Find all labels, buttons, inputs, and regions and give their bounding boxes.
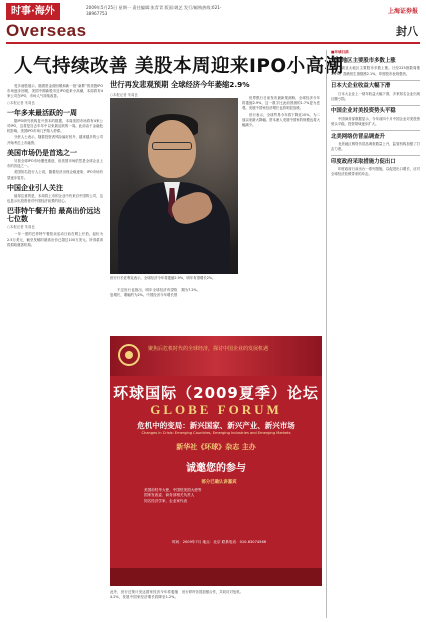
news-brief-headline: 日本大企业收益大幅下滑 [331, 83, 391, 90]
forum-advertisement [110, 336, 322, 586]
paragraph: 北美地区网络仿冒品调查数量上升，监管机构加强了打击力度。 [331, 141, 420, 151]
paragraph: 印度政府日前出台一系列措施，以促进出口增长，应对全球经济放缓带来的冲击。 [331, 166, 420, 177]
paragraph: 中国商务部数据显示，今年前四个月中国企业对美投资势头平稳，投资领域逐步扩大。 [331, 116, 420, 126]
paragraph: 美国知名投行人士说，随着经济出现企稳迹象，IPO市场有望逐步复苏。 [7, 170, 103, 180]
date-line: 2009年5月25日 星期一 责任编辑:张青青 版面:姚艺 发行/邮购热线:021-38967753 [86, 5, 222, 16]
ad-title: 环球国际（2009夏季）论坛 [113, 384, 319, 402]
paragraph: 分析人士表示，随着投资者风险偏好回升，越来越多的公司开始考虑上市融资。 [7, 135, 103, 145]
byline: ○本报记者 朱周良 [110, 93, 138, 97]
column-label: ■环球扫描 [331, 50, 349, 54]
photo-caption: 世行行长佐利克表示，全球经济今年将萎缩2.9%，明年有望增长2%。 [110, 276, 216, 280]
masthead [6, 3, 420, 41]
intro-paragraph: 受多油股展示、随着资金面回暖和新一批“新胖”的美股IPO市场逐步回暖，美国中期新股市近IPO迎来小高潮，本周将有4家公司在IPO，市场人气持续改善。 [7, 84, 103, 99]
ad-invite: 诚邀您的参与 [186, 463, 246, 474]
paragraph: 据IPO研究机构复兴资本的数据，本周美国市场将有4家公司IPO，这将是自去年年中以来最活跃的一周。此前由于金融危机影响，美国IPO市场几乎陷入停滞。 [7, 118, 103, 134]
paragraph: 值得注意的是，本周将上市的企业中有来自中国的公司，这也显示出投资者对中国经济前景的信心。 [7, 193, 103, 203]
ad-footer-band [110, 568, 322, 586]
article-body [242, 96, 320, 274]
ad-subtitle-en: Changes in Crisis: Emerging Countries, Emerging Industries and Emerging Markets [141, 431, 291, 435]
paragraph: 一年一度的巴菲特午餐拍卖活动日前在网上开拍，起价为2.5万美元，截至发稿时最高出价已超过100万美元。所得款项将捐给慈善机构。 [7, 232, 103, 247]
ad-speakers [144, 480, 294, 504]
byline: ○本报记者 朱周良 [7, 225, 35, 230]
article-body [110, 288, 320, 332]
divider [331, 155, 420, 156]
ad-speakers-heading: 部分已确认讲嘉宾 [201, 480, 237, 485]
news-brief-headline: 印度政府采取措施力促出口 [331, 158, 396, 165]
paragraph: 不过世行也指出，明年全球经济有望恢复增长，增幅约为2%。中国经济今年增长预期为7.2%。 [110, 288, 201, 298]
divider [331, 80, 420, 81]
paragraph: 世行表示，全球贸易今年将下降近10%，为二战以来最大降幅。资本流入发展中国家的规模也将大幅减少。 [242, 112, 320, 128]
article-headline: 世行再发悲观预期 全球经济今年萎缩2.9% [110, 80, 250, 89]
article-body-bottom: 此外，世行还预计发达国家经济今年将萎缩4.2%，发展中国家经济增长将降至1.2%。世行呼吁各国加强合作，共同应对危机。 [110, 590, 244, 600]
ad-header-band [110, 336, 322, 376]
news-brief-headline: 亚太地区主要股市多数上涨 [331, 58, 396, 65]
masthead-rule [6, 42, 420, 44]
main-headline: 人气持续改善 美股本周迎来IPO小高潮 [14, 56, 344, 77]
article-headline: 巴菲特午餐开拍 最高出价远达七位数 [7, 207, 101, 224]
ad-speaker-line: 美国前驻华大使、中国驻美国大使等 [144, 487, 202, 492]
ad-speaker-line: 知名经济学家、企业家代表 [144, 498, 188, 503]
ad-contact: 时间：2009年7月 地点：北京 联系电话：010-63074566 [171, 540, 267, 544]
ad-speaker-line: 国家发改委、商务部相关负责人 [144, 493, 195, 498]
section-title-en: Overseas [6, 21, 87, 40]
globe-logo-icon [118, 344, 140, 366]
ad-title-en: GLOBE FORUM [150, 402, 282, 417]
section-tag: 时事·海外 [6, 3, 60, 20]
news-brief-headline: 中国企业对美投资势头平稳 [331, 108, 396, 115]
page-number: 封八 [396, 25, 418, 38]
ad-host: 新华社《环球》杂志 主办 [176, 443, 256, 451]
paragraph: 日本大企业上一财年收益大幅下滑，多家知名企业出现巨额亏损。 [331, 91, 420, 101]
news-brief-headline: 北美网络仿冒品调查升 [331, 133, 385, 140]
subheading: 一年多来最活跃的一周 [7, 108, 77, 117]
byline: ○本报记者 朱周良 [7, 100, 35, 105]
ad-subtitle: 危机中的变局：新兴国家、新兴产业、新兴市场 [137, 421, 295, 430]
paragraph: 上周亚太地区主要股市多数上涨。日经225指数周涨1.5%，香港恒生指数涨2.1%，印度股市表现强劲。 [331, 66, 420, 76]
news-photo [110, 98, 238, 274]
paragraph: 尽管全球IPO市场遭受重创，但美国市场依然是全球企业上市的首选之一。 [7, 158, 103, 169]
left-column [7, 84, 103, 619]
divider [331, 105, 420, 106]
subheading: 美国市场仍是首选之一 [7, 148, 77, 157]
right-column [326, 50, 420, 618]
subheading: 中国企业引人关注 [7, 183, 63, 192]
divider [331, 130, 420, 131]
ad-slogan: 聚焦后危机时代的全球经济，探讨中国企业的发展机遇 [148, 346, 269, 352]
paper-name: 上海证券报 [387, 8, 418, 15]
paragraph: 世界银行日前发布最新预测称，全球经济今年将萎缩2.9%，这一数字比此前预测的1.7%更为悲观。发展中国家经济增长也将明显放缓。 [242, 96, 320, 111]
